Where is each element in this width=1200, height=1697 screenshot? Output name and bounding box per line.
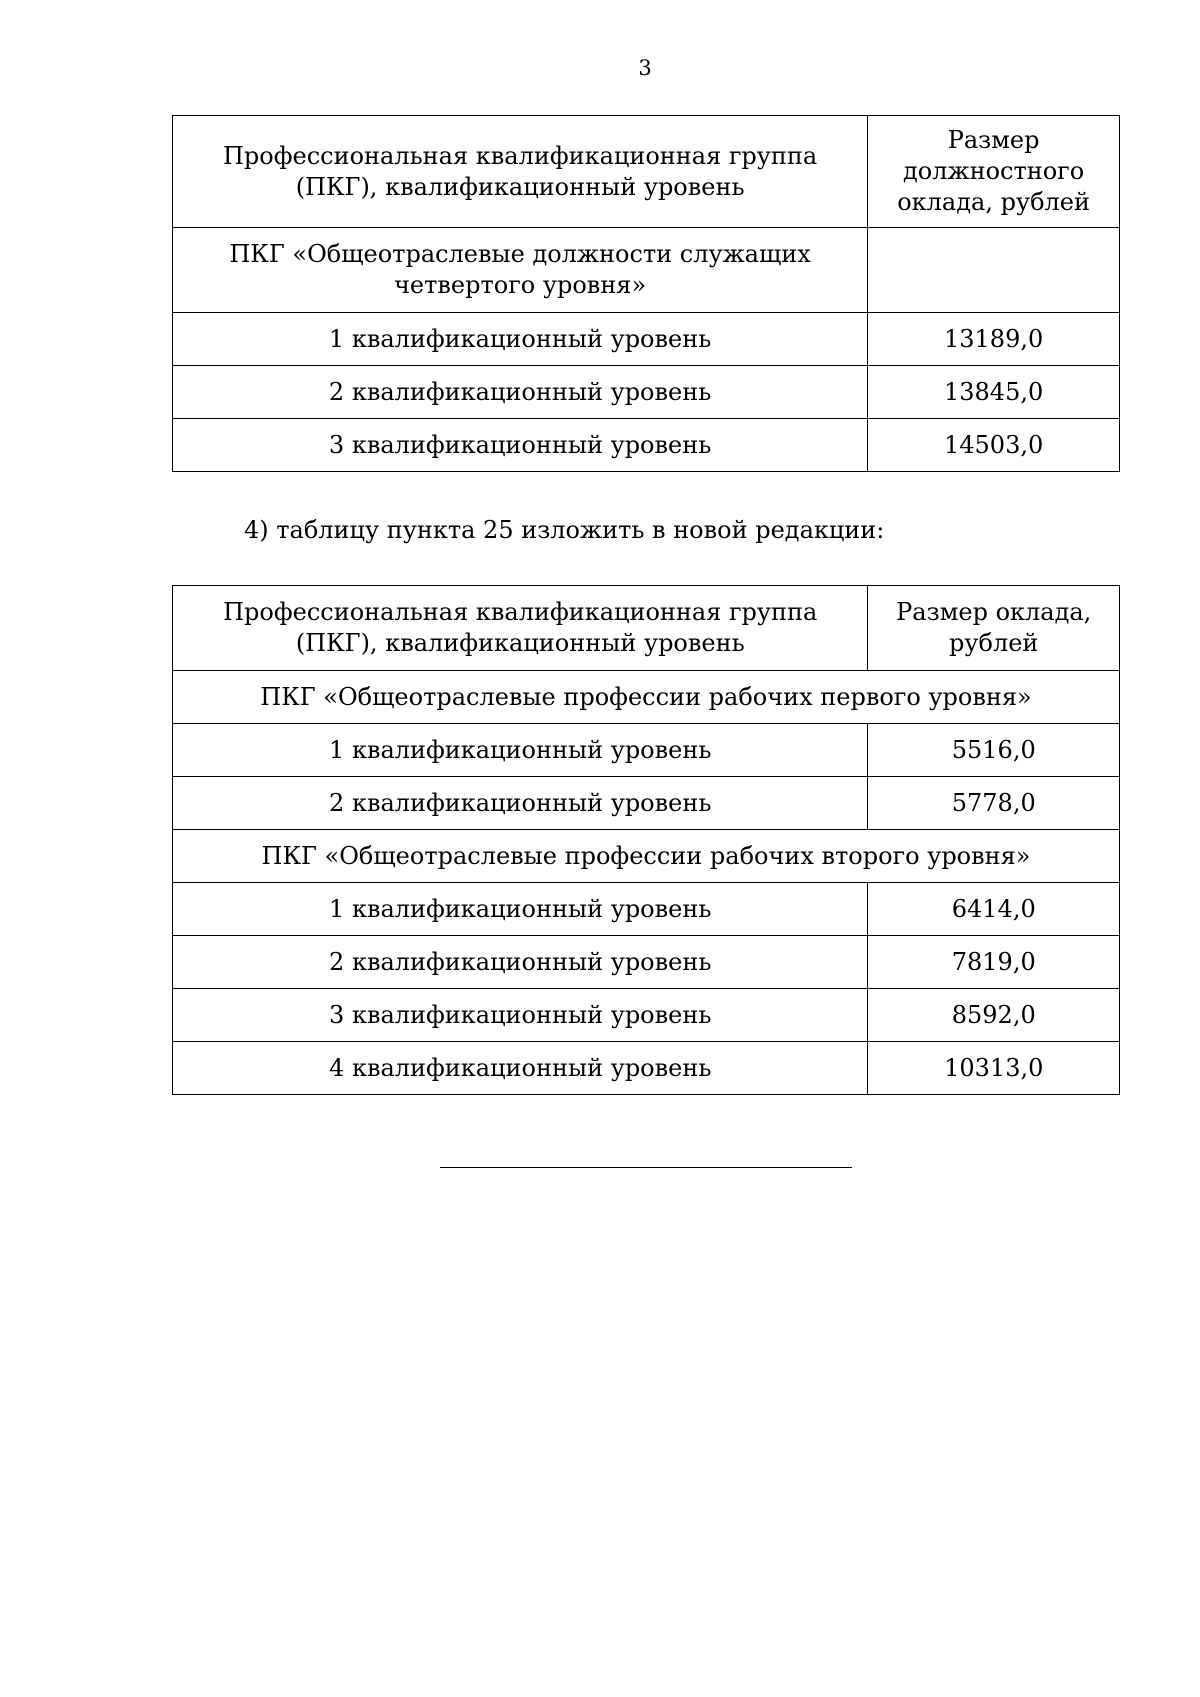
group-title: ПКГ «Общеотраслевые профессии рабочих второго уровня» (173, 830, 1120, 883)
salary-table-employees (172, 115, 1120, 472)
table-row (173, 419, 1120, 472)
table-row (173, 936, 1120, 989)
salary-cell: 14503,0 (868, 419, 1120, 472)
salary-cell: 10313,0 (868, 1042, 1120, 1095)
group-row (173, 671, 1120, 724)
table-row (173, 366, 1120, 419)
header-group-level: Профессиональная квалификационная группа (ПКГ), квалификационный уровень (173, 586, 868, 671)
group-row (173, 228, 1120, 313)
level-cell: 2 квалификационный уровень (173, 366, 868, 419)
closing-divider (440, 1167, 852, 1168)
salary-cell: 13845,0 (868, 366, 1120, 419)
table-row (173, 1042, 1120, 1095)
group-title: ПКГ «Общеотраслевые профессии рабочих первого уровня» (173, 671, 1120, 724)
salary-cell: 7819,0 (868, 936, 1120, 989)
level-cell: 3 квалификационный уровень (173, 989, 868, 1042)
table-row (173, 313, 1120, 366)
table-row (173, 724, 1120, 777)
table-header-row (173, 586, 1120, 671)
page-number: 3 (638, 56, 652, 80)
level-cell: 1 квалификационный уровень (173, 883, 868, 936)
group-value-empty (868, 228, 1120, 313)
salary-cell: 6414,0 (868, 883, 1120, 936)
table-header-row (173, 116, 1120, 228)
table-row (173, 777, 1120, 830)
level-cell: 1 квалификационный уровень (173, 313, 868, 366)
level-cell: 4 квалификационный уровень (173, 1042, 868, 1095)
instruction-paragraph: 4) таблицу пункта 25 изложить в новой редакции: (244, 516, 885, 544)
level-cell: 2 квалификационный уровень (173, 936, 868, 989)
header-salary: Размер должностного оклада, рублей (868, 116, 1120, 228)
level-cell: 3 квалификационный уровень (173, 419, 868, 472)
salary-cell: 5778,0 (868, 777, 1120, 830)
header-group-level: Профессиональная квалификационная группа (ПКГ), квалификационный уровень (173, 116, 868, 228)
group-title: ПКГ «Общеотраслевые должности служащих четвертого уровня» (173, 228, 868, 313)
header-salary: Размер оклада, рублей (868, 586, 1120, 671)
salary-cell: 13189,0 (868, 313, 1120, 366)
salary-cell: 5516,0 (868, 724, 1120, 777)
level-cell: 2 квалификационный уровень (173, 777, 868, 830)
level-cell: 1 квалификационный уровень (173, 724, 868, 777)
table-row (173, 883, 1120, 936)
table-row (173, 989, 1120, 1042)
group-row (173, 830, 1120, 883)
salary-cell: 8592,0 (868, 989, 1120, 1042)
salary-table-workers (172, 585, 1120, 1095)
